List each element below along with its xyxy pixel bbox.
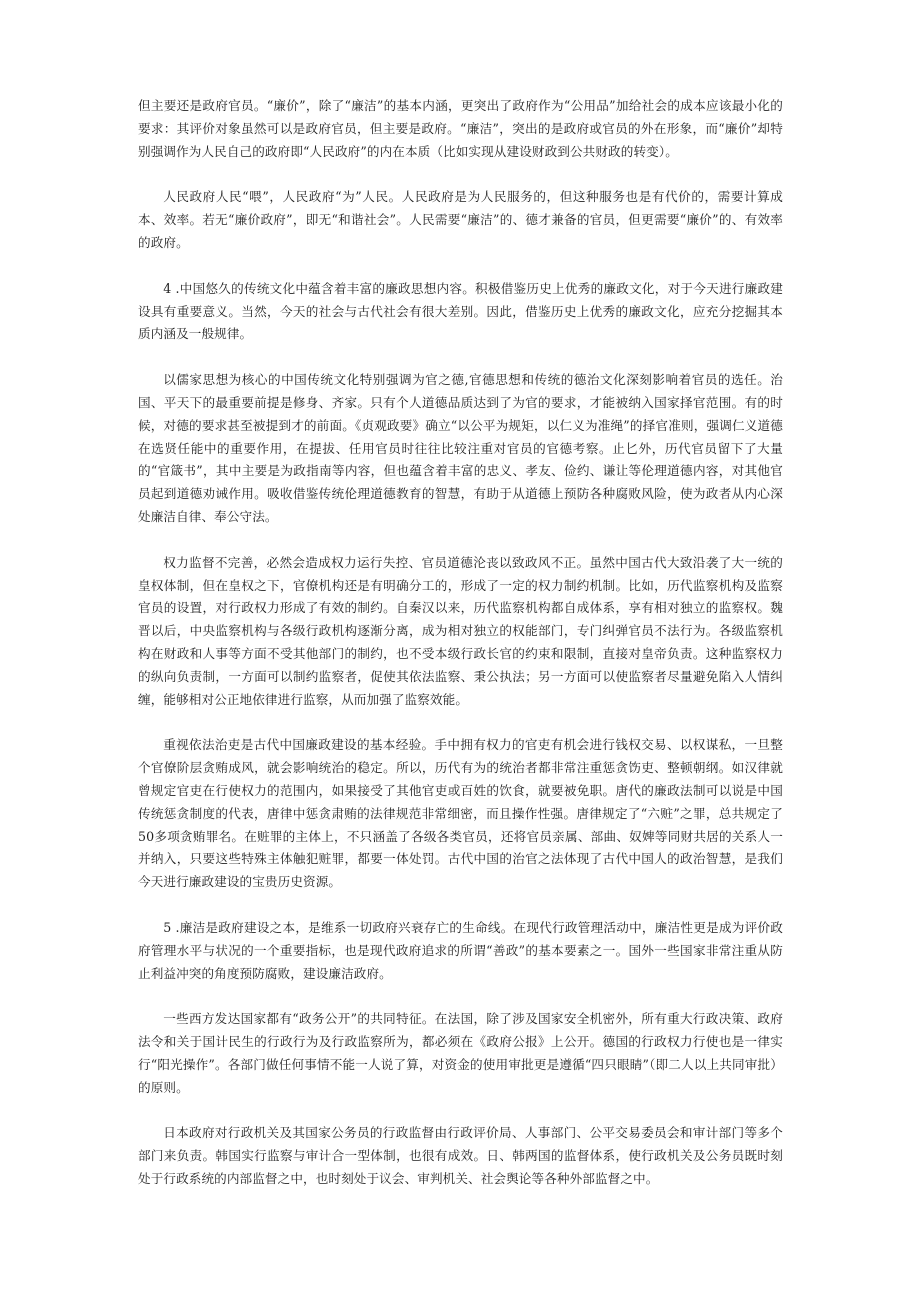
- paragraph-8: 一些西方发达国家都有“政务公开”的共同特征。在法国，除了涉及国家安全机密外，所有重大行政决策、政府法令和关于国计民生的行政行为及行政监察所为，都必须在《政府公报》上公开。德国的行政权力行使也是一律实行“阳光操作”。各部门做任何事情不能一人说了算，对资金的使用审批更是遵循“四只眼睛”（即二人以上共同审批）的原则。: [138, 1011, 783, 1095]
- paragraph-7: 5 .廉洁是政府建设之本，是维系一切政府兴衰存亡的生命线。在现代行政管理活动中，廉洁性更是成为评价政府管理水平与状况的一个重要指标，也是现代政府追求的所谓“善政”的基本要素之一。国外一些国家非常注重从防止利益冲突的角度预防腐败，建设廉洁政府。: [138, 919, 783, 981]
- paragraph-9: 日本政府对行政机关及其国家公务员的行政监督由行政评价局、人事部门、公平交易委员会和审计部门等多个部门来负责。韩国实行监察与审计合一型体制，也很有成效。日、韩两国的监督体系，使行政机关及公务员既时刻处于行政系统的内部监督之中，也时刻处于议会、审判机关、社会舆论等各种外部监督之中。: [138, 1125, 783, 1187]
- paragraph-5: 权力监督不完善，必然会造成权力运行失控、官员道德沦丧以致政风不正。虽然中国古代大致沿袭了大一统的皇权体制，但在皇权之下，官僚机构还是有明确分工的，形成了一定的权力制约机制。比如，历代监察机构及监察官员的设置，对行政权力形成了有效的制约。自秦汉以来，历代监察机构都自成体系，享有相对独立的监察权。魏晋以后，中央监察机构与各级行政机构逐渐分离，成为相对独立的权能部门，专门纠弹官员不法行为。各级监察机构在财政和人事等方面不受其他部门的制约，也不受本级行政长官的约束和限制，直接对皇帝负责。这种监察权力的纵向负责制，一方面可以制约监察者，促使其依法监察、秉公执法；另一方面可以使监察者尽量避免陷入人情纠缠，能够相对公正地依律进行监察，从而加强了监察效能。: [138, 554, 783, 707]
- paragraph-4: 以儒家思想为核心的中国传统文化特别强调为官之德,官德思想和传统的德治文化深刻影响着官员的选任。治国、平天下的最重要前提是修身、齐家。只有个人道德品质达到了为官的要求，才能被纳入国家择官范围。有的时候，对德的要求甚至被提到才的前面。《贞观政要》确立“以公平为规矩，以仁义为准绳”的择官准则，强调仁义道德在选贤任能中的重要作用，在提拔、任用官员时往往比较注重对官员的官德考察。止匕外，历代官员留下了大量的“官箴书”，其中主要是为政指南等内容，但也蕴含着丰富的忠义、孝友、俭约、谦让等伦理道德内容，对其他官员起到道德劝诫作用。吸收借鉴传统伦理道德教育的智慧，有助于从道德上预防各种腐败风险，使为政者从内心深处廉洁自律、奉公守法。: [138, 372, 783, 524]
- paragraph-3: 4 .中国悠久的传统文化中蕴含着丰富的廉政思想内容。积极借鉴历史上优秀的廉政文化，对于今天进行廉政建设具有重要意义。当然，今天的社会与古代社会有很大差别。因此，借鉴历史上优秀的廉政文化，应充分挖掘其本质内涵及一般规律。: [138, 280, 783, 342]
- paragraph-6: 重视依法治吏是古代中国廉政建设的基本经验。手中拥有权力的官吏有机会进行钱权交易、以权谋私，一旦整个官僚阶层贪贿成风，就会影响统治的稳定。所以，历代有为的统治者都非常注重惩贪饬吏、整顿朝纲。如汉律就曾规定官吏在行使权力的范围内，如果接受了其他官吏或百姓的饮食，就要被免职。唐代的廉政法制可以说是中国传统惩贪制度的代表，唐律中惩贪肃贿的法律规范非常细密，而且操作性强。唐律规定了“六赃”之罪，总共规定了50多项贪贿罪名。在赃罪的主体上，不只涵盖了各级各类官员，还将官员亲属、部曲、奴婢等同财共居的关系人一并纳入，只要这些特殊主体触犯赃罪，都要一体处罚。古代中国的治官之法体现了古代中国人的政治智慧，是我们今天进行廉政建设的宝贵历史资源。: [138, 737, 783, 890]
- paragraph-2: 人民政府人民“喂”，人民政府“为”人民。人民政府是为人民服务的，但这种服务也是有代价的，需要计算成本、效率。若无“廉价政府”，即无“和谐社会”。人民需要“廉洁”的、德才兼备的官员，但更需要“廉价”的、有效率的政府。: [138, 189, 783, 250]
- document-body: [138, 95, 783, 1214]
- paragraph-1: 但主要还是政府官员。“廉价”，除了“廉洁”的基本内涵，更突出了政府作为“公用品”加给社会的成本应该最小化的要求：其评价对象虽然可以是政府官员，但主要是政府。“廉洁”，突出的是政府或官员的外在形象，而“廉价”却特别强调作为人民自己的政府即“人民政府”的内在本质（比如实现从建设财政到公共财政的转变）。: [138, 98, 783, 159]
